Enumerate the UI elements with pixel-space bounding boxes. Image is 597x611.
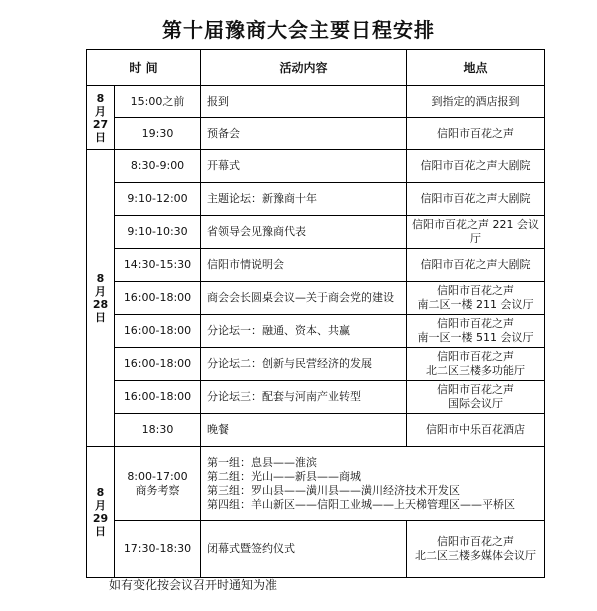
table-row	[87, 86, 545, 118]
time-cell: 9:10-10:30	[115, 216, 201, 249]
activity-cell: 开幕式	[201, 150, 407, 183]
place-cell: 信阳市百花之声 南二区一楼 211 会议厅	[407, 282, 545, 315]
time-cell: 16:00-18:00	[115, 315, 201, 348]
activity-cell: 信阳市情说明会	[201, 249, 407, 282]
activity-cell: 第一组：息县——淮滨 第二组：光山——新县——商城 第三组：罗山县——潢川县——潢川经济技术开发区 第四组：羊山新区——信阳工业城——上天梯管理区——平桥区	[201, 447, 545, 521]
time-cell: 16:00-18:00	[115, 381, 201, 414]
footnote: 如有变化按会议召开时通知为准	[109, 578, 278, 592]
activity-cell: 报到	[201, 86, 407, 118]
schedule-table	[86, 49, 545, 578]
time-cell: 18:30	[115, 414, 201, 447]
time-cell: 14:30-15:30	[115, 249, 201, 282]
time-cell: 16:00-18:00	[115, 282, 201, 315]
place-cell: 到指定的酒店报到	[407, 86, 545, 118]
table-row	[87, 249, 545, 282]
time-cell: 17:30-18:30	[115, 521, 201, 578]
time-cell: 8:30-9:00	[115, 150, 201, 183]
place-cell: 信阳市百花之声 北二区三楼多媒体会议厅	[407, 521, 545, 578]
activity-cell: 商会会长圆桌会议—关于商会党的建设	[201, 282, 407, 315]
table-row	[87, 282, 545, 315]
time-cell: 9:10-12:00	[115, 183, 201, 216]
activity-cell: 预备会	[201, 118, 407, 150]
date-cell-28: 8 月 28 日	[87, 150, 115, 447]
activity-cell: 省领导会见豫商代表	[201, 216, 407, 249]
table-row	[87, 521, 545, 578]
activity-cell: 分论坛二：创新与民营经济的发展	[201, 348, 407, 381]
table-row	[87, 315, 545, 348]
activity-cell: 闭幕式暨签约仪式	[201, 521, 407, 578]
header-place: 地点	[407, 50, 545, 86]
date-cell-27: 8 月 27 日	[87, 86, 115, 150]
table-row	[87, 216, 545, 249]
table-row	[87, 150, 545, 183]
table-row	[87, 118, 545, 150]
place-cell: 信阳市百花之声 南一区一楼 511 会议厅	[407, 315, 545, 348]
time-cell: 16:00-18:00	[115, 348, 201, 381]
table-row	[87, 348, 545, 381]
place-cell: 信阳市百花之声大剧院	[407, 249, 545, 282]
header-activity: 活动内容	[201, 50, 407, 86]
place-cell: 信阳市百花之声 国际会议厅	[407, 381, 545, 414]
place-cell: 信阳市中乐百花酒店	[407, 414, 545, 447]
activity-cell: 分论坛一：融通、资本、共赢	[201, 315, 407, 348]
header-time: 时 间	[87, 50, 201, 86]
table-header-row	[87, 50, 545, 86]
table-row	[87, 414, 545, 447]
time-cell: 19:30	[115, 118, 201, 150]
date-cell-29: 8 月 29 日	[87, 447, 115, 578]
activity-cell: 分论坛三：配套与河南产业转型	[201, 381, 407, 414]
table-row	[87, 447, 545, 521]
activity-cell: 主题论坛：新豫商十年	[201, 183, 407, 216]
page-title: 第十届豫商大会主要日程安排	[162, 18, 435, 42]
place-cell: 信阳市百花之声大剧院	[407, 183, 545, 216]
activity-cell: 晚餐	[201, 414, 407, 447]
place-cell: 信阳市百花之声	[407, 118, 545, 150]
place-cell: 信阳市百花之声 221 会议厅	[407, 216, 545, 249]
place-cell: 信阳市百花之声 北二区三楼多功能厅	[407, 348, 545, 381]
place-cell: 信阳市百花之声大剧院	[407, 150, 545, 183]
time-cell: 8:00-17:00 商务考察	[115, 447, 201, 521]
table-row	[87, 381, 545, 414]
time-cell: 15:00之前	[115, 86, 201, 118]
table-row	[87, 183, 545, 216]
